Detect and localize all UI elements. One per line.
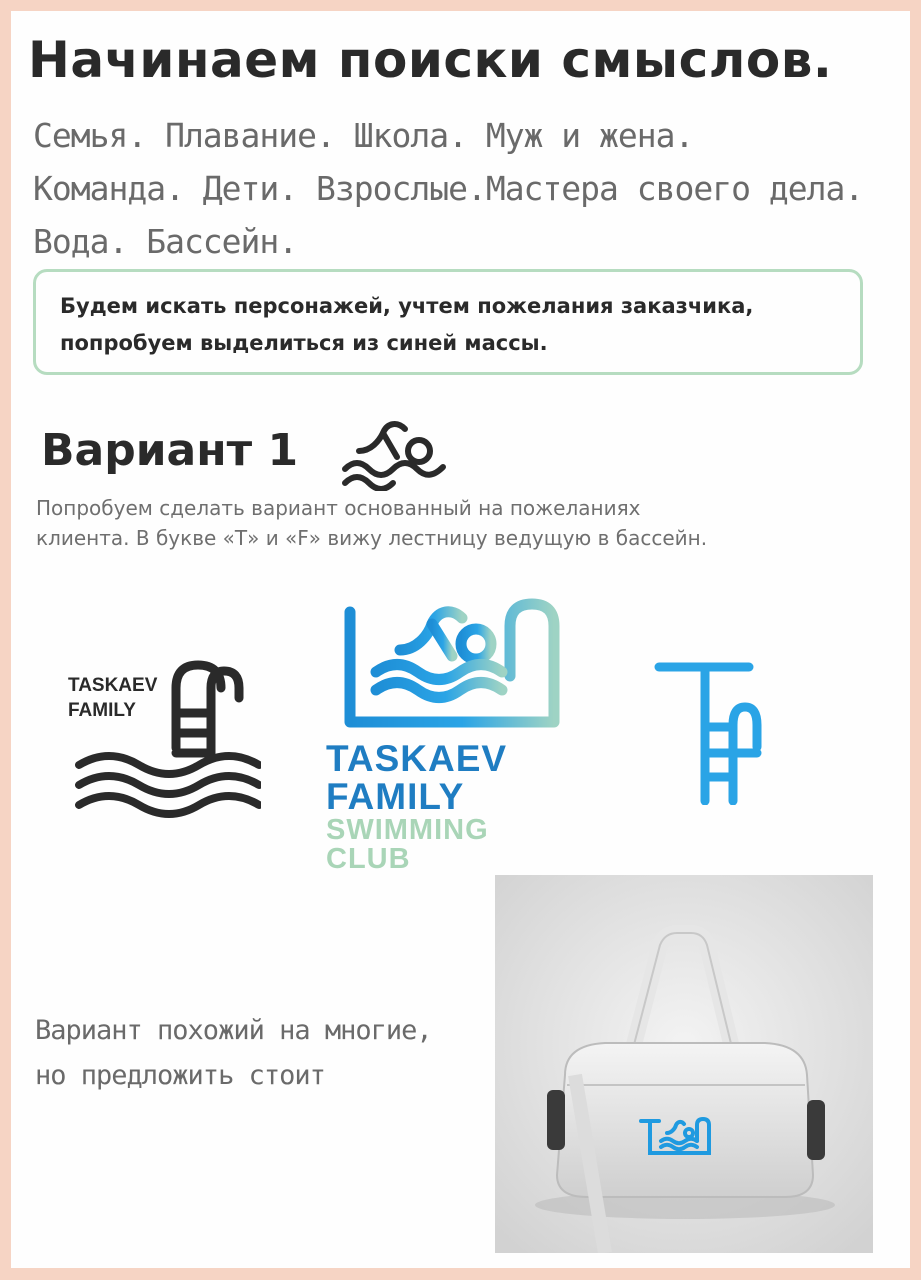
description-line: Попробуем сделать вариант основанный на пожеланиях — [36, 496, 641, 520]
callout-line: Будем искать персонажей, учтем пожелания заказчика, — [60, 294, 754, 318]
keywords-line: Семья. Плавание. Школа. Муж и жена. — [33, 116, 694, 155]
callout-line: попробуем выделиться из синей массы. — [60, 331, 548, 355]
note — [35, 1008, 432, 1098]
description-line: клиента. В букве «Т» и «F» вижу лестницу ведущую в бассейн. — [36, 526, 708, 550]
note-line: Вариант похожий на многие, — [35, 1015, 432, 1046]
slide — [11, 11, 910, 1268]
wave-icon — [79, 756, 259, 814]
logo-main — [296, 586, 586, 886]
page-title: Начинаем поиски смыслов. — [28, 31, 833, 89]
pool-ladder-icon — [296, 586, 586, 736]
variant-heading: Вариант 1 — [41, 425, 299, 476]
note-line: но предложить стоит — [35, 1060, 325, 1091]
logo-main-text — [326, 740, 507, 874]
callout-box — [33, 269, 863, 375]
swimmer-icon — [331, 411, 451, 491]
logo-line-club: CLUB — [326, 843, 411, 875]
tf-ladder-icon — [651, 655, 771, 805]
logo-line-swimming: SWIMMING — [326, 814, 489, 846]
keywords-line: Вода. Бассейн. — [33, 222, 298, 261]
keywords-block — [33, 109, 893, 268]
keywords-line: Команда. Дети. Взрослые.Мастера своего дела. — [33, 169, 864, 208]
logo-line-family: FAMILY — [326, 776, 465, 817]
logo-left-text: TASKAEV FAMILY — [68, 675, 158, 721]
logo-black — [61, 653, 261, 823]
duffel-bag-mockup — [495, 875, 873, 1253]
logo-line-taskaev: TASKAEV — [326, 738, 508, 779]
description — [36, 493, 896, 553]
